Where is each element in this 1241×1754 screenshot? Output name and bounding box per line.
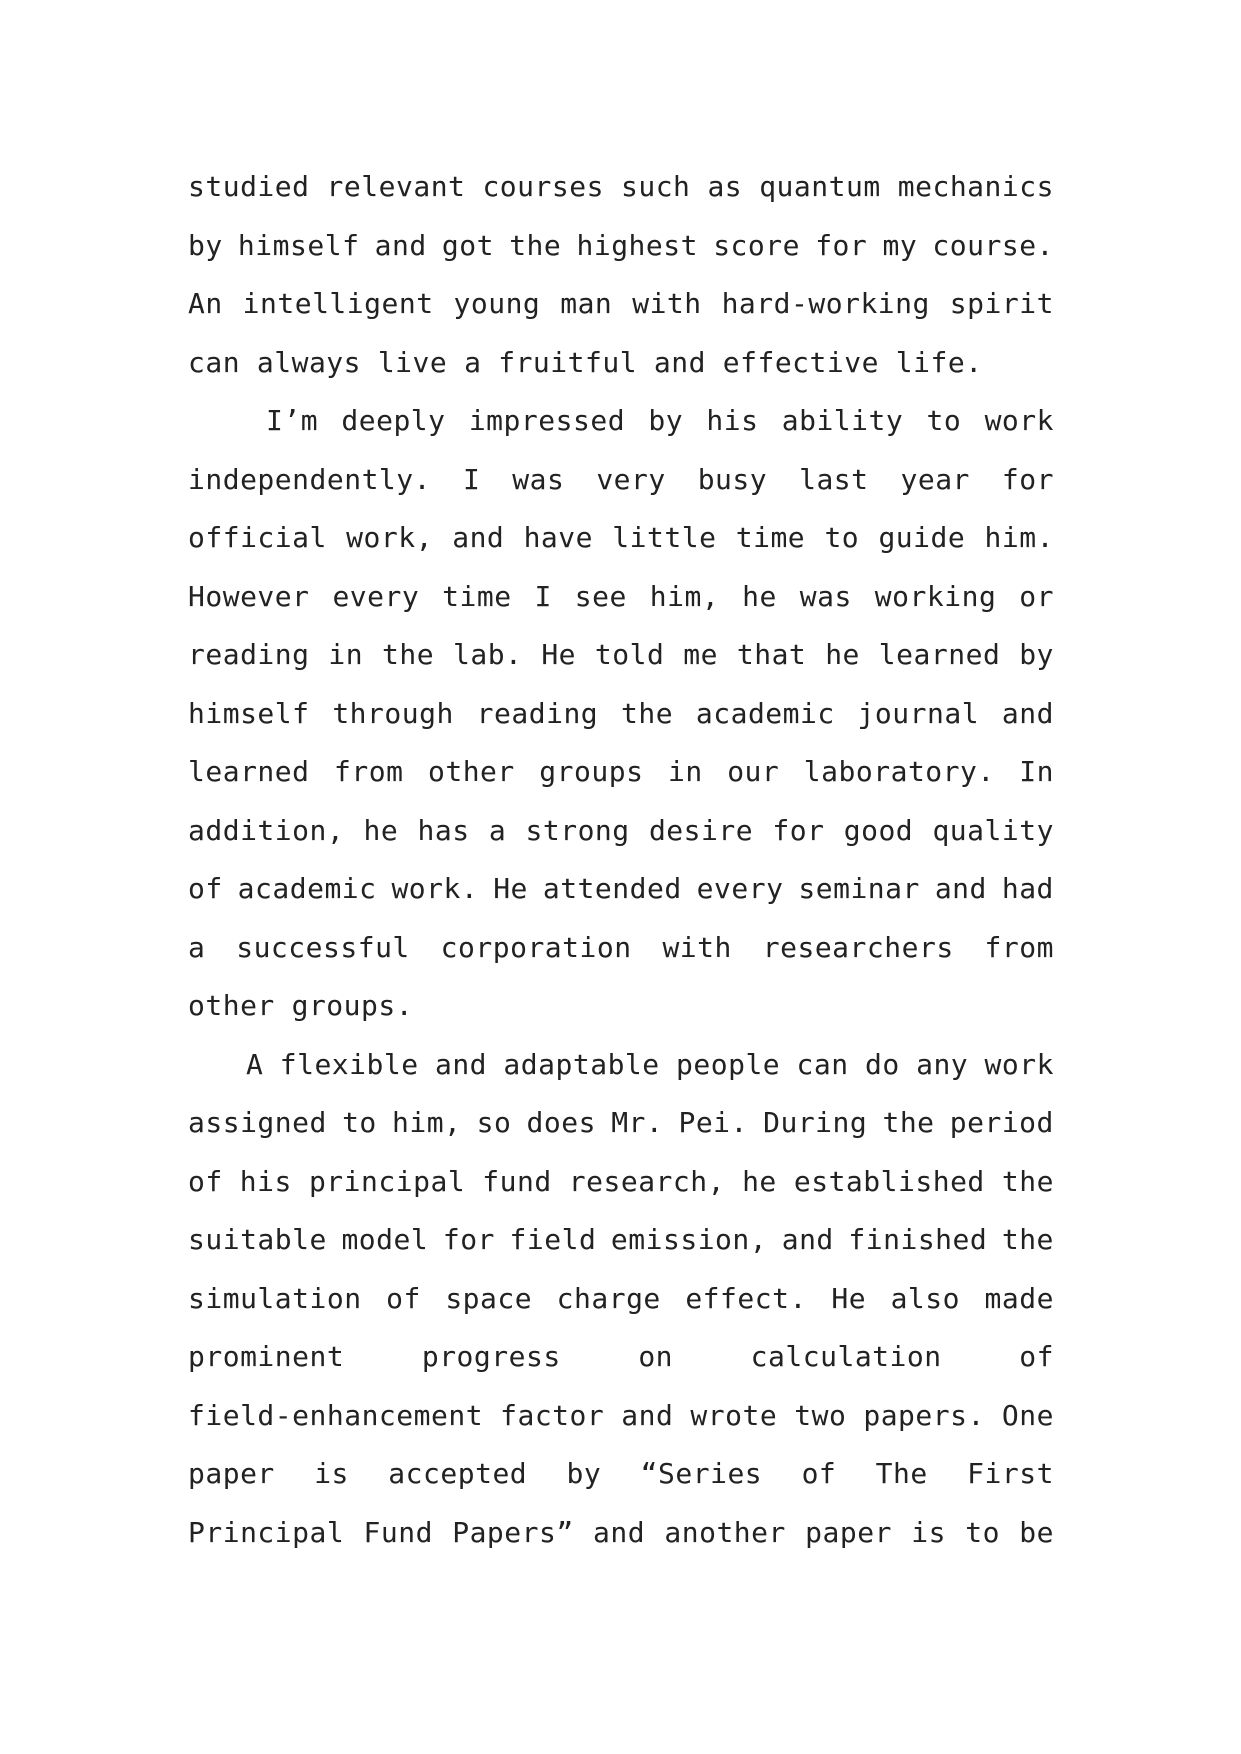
word: model: [341, 1223, 429, 1256]
word: guide: [878, 521, 966, 554]
word: of: [188, 1164, 223, 1198]
text-line: [188, 158, 1054, 217]
word: calculation: [750, 1340, 942, 1373]
word: of: [801, 1457, 837, 1490]
text-line: [188, 1036, 1054, 1095]
word: relevant: [326, 170, 466, 203]
word: as: [707, 170, 743, 203]
word: suitable: [188, 1223, 327, 1256]
word: spirit: [949, 287, 1054, 320]
word: time: [735, 521, 806, 554]
word: the: [1001, 1164, 1054, 1198]
word: factor: [500, 1398, 605, 1432]
word: a: [488, 813, 507, 847]
word: and: [781, 1223, 834, 1256]
word: the: [1001, 1223, 1054, 1256]
word: A: [246, 1047, 264, 1081]
text-line: [188, 685, 1054, 744]
word: finished: [848, 1223, 988, 1256]
word: and: [452, 521, 505, 554]
word: During: [763, 1106, 868, 1139]
word: a: [188, 930, 206, 964]
word: groups.: [291, 989, 414, 1022]
word: wrote: [690, 1398, 778, 1432]
word: such: [620, 170, 691, 203]
word: research,: [568, 1164, 725, 1198]
word: intelligent: [242, 287, 434, 320]
word: from: [984, 930, 1054, 964]
text-line: [188, 1504, 1054, 1563]
word: field: [509, 1223, 597, 1256]
word: I: [534, 579, 552, 613]
word: strong: [525, 813, 630, 847]
word: flexible: [279, 1047, 419, 1081]
word: him.: [984, 521, 1054, 554]
word: period: [949, 1106, 1054, 1139]
word: in: [667, 755, 703, 788]
word: One: [1001, 1398, 1054, 1432]
word: effective: [722, 345, 879, 379]
word: and: [593, 1515, 646, 1549]
word: progress: [421, 1340, 561, 1373]
text-line: [188, 1270, 1054, 1329]
word: so: [476, 1106, 512, 1139]
word: successful: [236, 930, 410, 964]
word: he: [742, 1164, 777, 1198]
word: and: [434, 1047, 488, 1081]
text-line: [188, 334, 1054, 393]
word: lab.: [452, 638, 523, 671]
word: for: [815, 228, 868, 262]
word: Papers”: [452, 1515, 574, 1549]
word: quality: [932, 813, 1054, 847]
document-body: [188, 158, 1054, 1562]
word: and: [653, 345, 706, 379]
text-line: [188, 1211, 1054, 1270]
word: me: [683, 638, 718, 671]
word: laboratory.: [803, 755, 995, 788]
text-line: [188, 392, 1054, 451]
word: of: [1019, 1340, 1054, 1373]
word: him,: [649, 579, 720, 613]
word: space: [445, 1281, 533, 1315]
word: by: [188, 228, 223, 262]
word: other: [188, 989, 275, 1022]
word: and: [374, 228, 427, 262]
word: An: [188, 287, 223, 320]
text-line: [188, 1153, 1054, 1212]
word: told: [594, 638, 665, 671]
word: official: [188, 521, 327, 554]
word: principal: [308, 1164, 466, 1198]
word: on: [638, 1340, 674, 1373]
word: of: [386, 1281, 421, 1315]
word: him,: [391, 1106, 462, 1139]
word: to: [965, 1515, 1000, 1549]
word: can: [796, 1047, 849, 1081]
text-line: [188, 1328, 1054, 1387]
word: with: [662, 930, 732, 964]
text-line: [188, 919, 1054, 978]
word: The: [875, 1457, 928, 1490]
word: every: [696, 872, 784, 905]
word: course.: [932, 228, 1054, 262]
word: the: [509, 228, 562, 262]
word: courses: [482, 170, 604, 203]
word: he: [363, 813, 399, 847]
word: Mr.: [611, 1106, 664, 1139]
word: effect.: [685, 1281, 807, 1315]
word: himself: [237, 228, 360, 262]
word: journal: [857, 696, 980, 730]
word: researchers: [762, 930, 954, 964]
word: busy: [697, 462, 768, 496]
word: little: [612, 521, 717, 554]
word: work,: [346, 521, 433, 554]
text-line: [188, 568, 1054, 627]
word: people: [676, 1047, 781, 1081]
text-line: [188, 509, 1054, 568]
word: in: [328, 638, 364, 671]
word: In: [1019, 755, 1054, 788]
word: is: [314, 1457, 349, 1490]
word: academic: [237, 872, 377, 905]
word: another: [664, 1515, 786, 1549]
word: of: [188, 872, 223, 905]
word: work.: [391, 872, 479, 905]
text-line: [188, 743, 1054, 802]
word: fruitful: [498, 345, 638, 379]
word: addition,: [188, 813, 345, 847]
word: I’m: [266, 404, 319, 437]
word: do: [865, 1047, 900, 1081]
word: last: [799, 462, 869, 496]
word: every: [332, 579, 420, 613]
word: the: [882, 1106, 935, 1139]
word: hard-working: [721, 287, 930, 320]
word: any: [916, 1047, 969, 1081]
word: quantum: [759, 170, 881, 203]
word: prominent: [188, 1340, 345, 1373]
word: for: [772, 813, 825, 847]
word: deeply: [341, 404, 446, 437]
word: Pei.: [678, 1106, 748, 1139]
word: got: [441, 228, 494, 262]
word: our: [727, 755, 780, 788]
word: two: [794, 1398, 847, 1432]
word: himself: [188, 696, 310, 730]
word: mechanics: [897, 170, 1054, 203]
word: by: [566, 1457, 602, 1490]
word: my: [882, 228, 918, 262]
word: and: [934, 872, 987, 905]
word: He: [493, 872, 528, 905]
word: assigned: [188, 1106, 327, 1139]
word: very: [596, 462, 666, 496]
word: to: [342, 1106, 377, 1139]
word: reading: [476, 696, 599, 730]
word: that: [736, 638, 807, 671]
word: adaptable: [503, 1047, 660, 1081]
word: First: [967, 1457, 1054, 1490]
word: desire: [648, 813, 754, 847]
word: Principal: [188, 1515, 345, 1549]
word: made: [984, 1281, 1054, 1315]
word: is: [911, 1515, 946, 1549]
word: groups: [539, 755, 644, 788]
word: studied: [188, 170, 310, 203]
word: to: [824, 521, 860, 554]
word: to: [926, 404, 962, 437]
word: He: [831, 1281, 867, 1315]
word: for: [1001, 462, 1054, 496]
word: always: [256, 345, 362, 379]
word: the: [620, 696, 674, 730]
text-line: [188, 217, 1054, 276]
text-line: [188, 802, 1054, 861]
word: through: [332, 696, 454, 730]
word: other: [427, 755, 515, 788]
text-line: [188, 1445, 1054, 1504]
word: time: [442, 579, 512, 613]
text-line: [188, 1094, 1054, 1153]
word: “Series: [640, 1457, 763, 1490]
word: for: [442, 1223, 495, 1256]
text-line: [188, 977, 1054, 1036]
text-line: [188, 860, 1054, 919]
word: the: [382, 638, 435, 671]
word: his: [706, 404, 759, 437]
word: However: [188, 579, 310, 613]
word: accepted: [388, 1457, 528, 1490]
word: was: [799, 579, 852, 613]
word: established: [793, 1164, 985, 1198]
word: ability: [781, 404, 904, 437]
word: a: [464, 345, 482, 379]
word: paper: [805, 1515, 892, 1549]
word: impressed: [468, 404, 626, 437]
word: simulation: [188, 1281, 362, 1315]
word: by: [648, 404, 684, 437]
word: young: [453, 287, 541, 320]
word: from: [334, 755, 404, 788]
word: can: [188, 345, 241, 379]
word: field-enhancement: [188, 1398, 484, 1432]
word: work: [984, 404, 1054, 437]
word: learned: [878, 638, 1001, 671]
word: fund: [482, 1164, 552, 1198]
word: also: [890, 1281, 961, 1315]
word: seminar: [798, 872, 920, 905]
word: work: [984, 1047, 1054, 1081]
word: he: [825, 638, 860, 671]
word: charge: [556, 1281, 661, 1315]
word: life.: [895, 345, 983, 379]
word: by: [1019, 638, 1054, 671]
word: papers.: [863, 1398, 985, 1432]
word: attended: [542, 872, 682, 905]
text-line: [188, 1387, 1054, 1446]
word: was: [512, 462, 565, 496]
text-line: [188, 451, 1054, 510]
word: independently.: [188, 462, 432, 496]
word: reading: [188, 638, 310, 671]
word: had: [1001, 872, 1054, 905]
word: have: [523, 521, 594, 554]
word: emission,: [610, 1223, 768, 1256]
word: has: [417, 813, 470, 847]
word: he: [742, 579, 777, 613]
word: score: [713, 228, 800, 262]
word: his: [239, 1164, 292, 1198]
word: good: [843, 813, 914, 847]
word: academic: [695, 696, 835, 730]
word: see: [574, 579, 627, 613]
word: man: [560, 287, 613, 320]
word: year: [900, 462, 970, 496]
word: Fund: [363, 1515, 433, 1549]
word: or: [1019, 579, 1054, 613]
word: I: [462, 462, 481, 496]
word: learned: [188, 755, 310, 788]
word: corporation: [440, 930, 632, 964]
word: and: [1001, 696, 1054, 730]
word: He: [541, 638, 577, 671]
word: paper: [188, 1457, 275, 1490]
word: with: [632, 287, 702, 320]
text-line: [188, 275, 1054, 334]
word: working: [874, 579, 997, 613]
word: does: [526, 1106, 596, 1139]
text-line: [188, 626, 1054, 685]
word: live: [377, 345, 448, 379]
word: highest: [576, 228, 698, 262]
word: and: [621, 1398, 674, 1432]
word: be: [1019, 1515, 1054, 1549]
